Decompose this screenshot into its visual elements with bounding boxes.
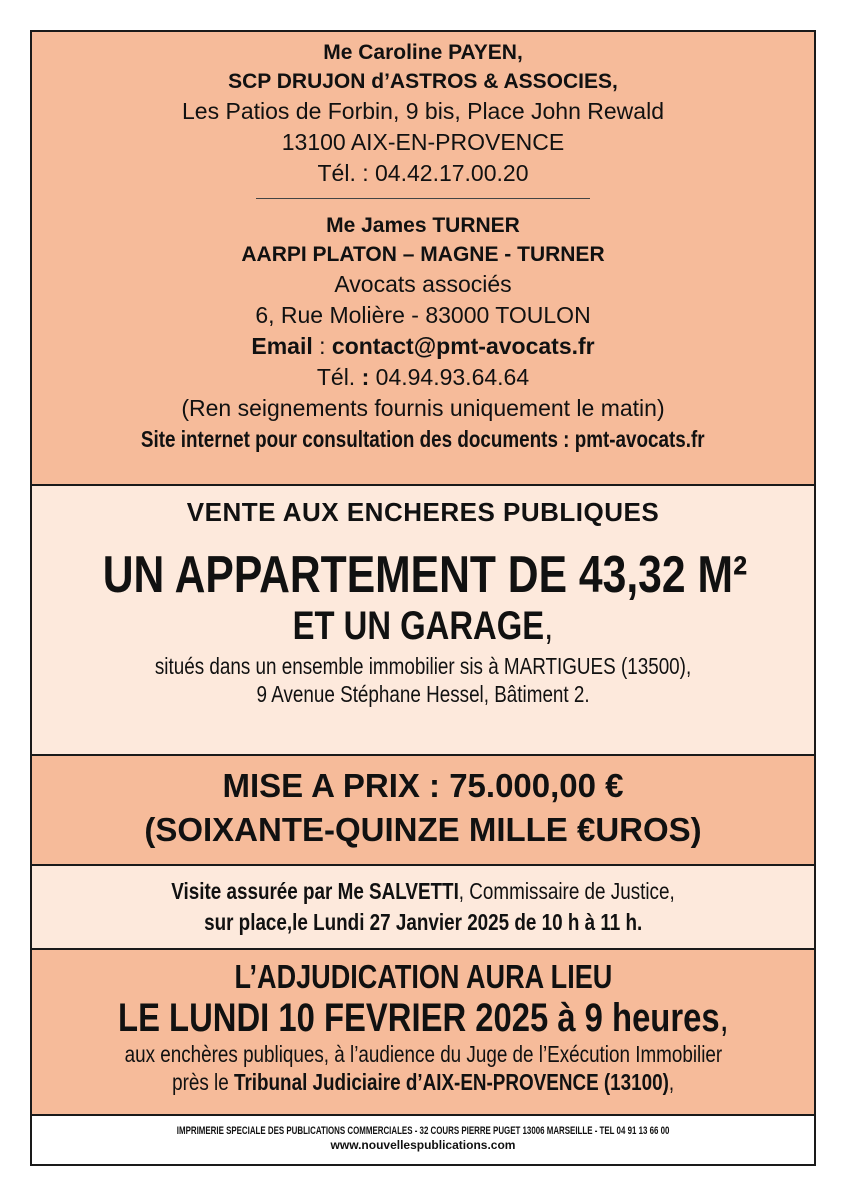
lawyer2-firm: AARPI PLATON – MAGNE - TURNER bbox=[241, 243, 605, 266]
website-text[interactable]: Site internet pour consultation des documents : pmt-avocats.fr bbox=[141, 426, 705, 452]
adjudication-details: aux enchères publiques, à l’audience du Juge de l’Exécution Immobilier bbox=[124, 1041, 722, 1067]
location-line1: situés dans un ensemble immobilier sis à MARTIGUES (13500), bbox=[154, 653, 692, 679]
lawyer2-phone-number: 04.94.93.64.64 bbox=[375, 364, 530, 390]
lawyer1-phone-number: 04.42.17.00.20 bbox=[375, 160, 529, 186]
location-line2: 9 Avenue Stéphane Hessel, Bâtiment 2. bbox=[256, 681, 590, 707]
info-note: (Ren seignements fournis uniquement le matin) bbox=[181, 395, 665, 421]
printer-footer bbox=[32, 1114, 814, 1164]
property-title-line2: ET UN GARAGE, bbox=[292, 604, 554, 648]
notice-frame bbox=[30, 30, 816, 1166]
sale-section bbox=[32, 484, 814, 754]
lawyer2-address: 6, Rue Molière - 83000 TOULON bbox=[255, 302, 591, 328]
lawyer2-name: Me James TURNER bbox=[326, 214, 520, 237]
property-title-line1: UN APPARTEMENT DE 43,32 M² bbox=[102, 546, 748, 604]
lawyer2-phone-sep: : bbox=[361, 364, 376, 390]
visit-line2: sur place,le Lundi 27 Janvier 2025 de 10 h à 11 h. bbox=[203, 909, 643, 935]
court-name: Tribunal Judiciaire d’AIX-EN-PROVENCE (13100) bbox=[233, 1069, 669, 1095]
email-link[interactable]: contact@pmt-avocats.fr bbox=[331, 333, 595, 359]
lawyer1-name: Me Caroline PAYEN, bbox=[323, 41, 523, 64]
lawyer2-title: Avocats associés bbox=[334, 271, 512, 297]
court-line: près le Tribunal Judiciaire d’AIX-EN-PROVENCE (13100), bbox=[171, 1069, 675, 1095]
adjudication-date: LE LUNDI 10 FEVRIER 2025 à 9 heures, bbox=[117, 996, 729, 1040]
lawyers-section bbox=[32, 32, 814, 484]
lawyer1-phone-label: Tél. : bbox=[317, 160, 376, 186]
printer-info: IMPRIMERIE SPECIALE DES PUBLICATIONS COMMERCIALES - 32 COURS PIERRE PUGET 13006 MARSEILLE - TEL 04 91 13 66 00 bbox=[176, 1125, 670, 1137]
website-line bbox=[32, 424, 814, 455]
lawyer1-phone bbox=[32, 158, 814, 189]
starting-price: MISE A PRIX : 75.000,00 € bbox=[222, 767, 624, 804]
adjudication-section bbox=[32, 948, 814, 1114]
lawyer2-email-row bbox=[32, 331, 814, 362]
separator-line bbox=[256, 198, 590, 199]
visit-line1: Visite assurée par Me SALVETTI, Commissaire de Justice, bbox=[171, 878, 675, 904]
email-separator: : bbox=[312, 333, 332, 359]
lawyer1-city: 13100 AIX-EN-PROVENCE bbox=[281, 129, 565, 155]
printer-website[interactable]: www.nouvellespublications.com bbox=[330, 1138, 516, 1152]
email-label: Email bbox=[251, 333, 313, 359]
price-section bbox=[32, 754, 814, 864]
lawyer2-phone bbox=[32, 362, 814, 393]
starting-price-words: (SOIXANTE-QUINZE MILLE €UROS) bbox=[144, 811, 702, 848]
lawyer1-firm: SCP DRUJON d’ASTROS & ASSOCIES, bbox=[228, 70, 618, 93]
sale-heading: VENTE AUX ENCHERES PUBLIQUES bbox=[186, 497, 660, 527]
lawyer2-phone-label: Tél. bbox=[316, 364, 362, 390]
adjudication-heading: L’ADJUDICATION AURA LIEU bbox=[234, 958, 612, 995]
visit-section bbox=[32, 864, 814, 948]
lawyer1-address: Les Patios de Forbin, 9 bis, Place John Rewald bbox=[182, 98, 664, 124]
